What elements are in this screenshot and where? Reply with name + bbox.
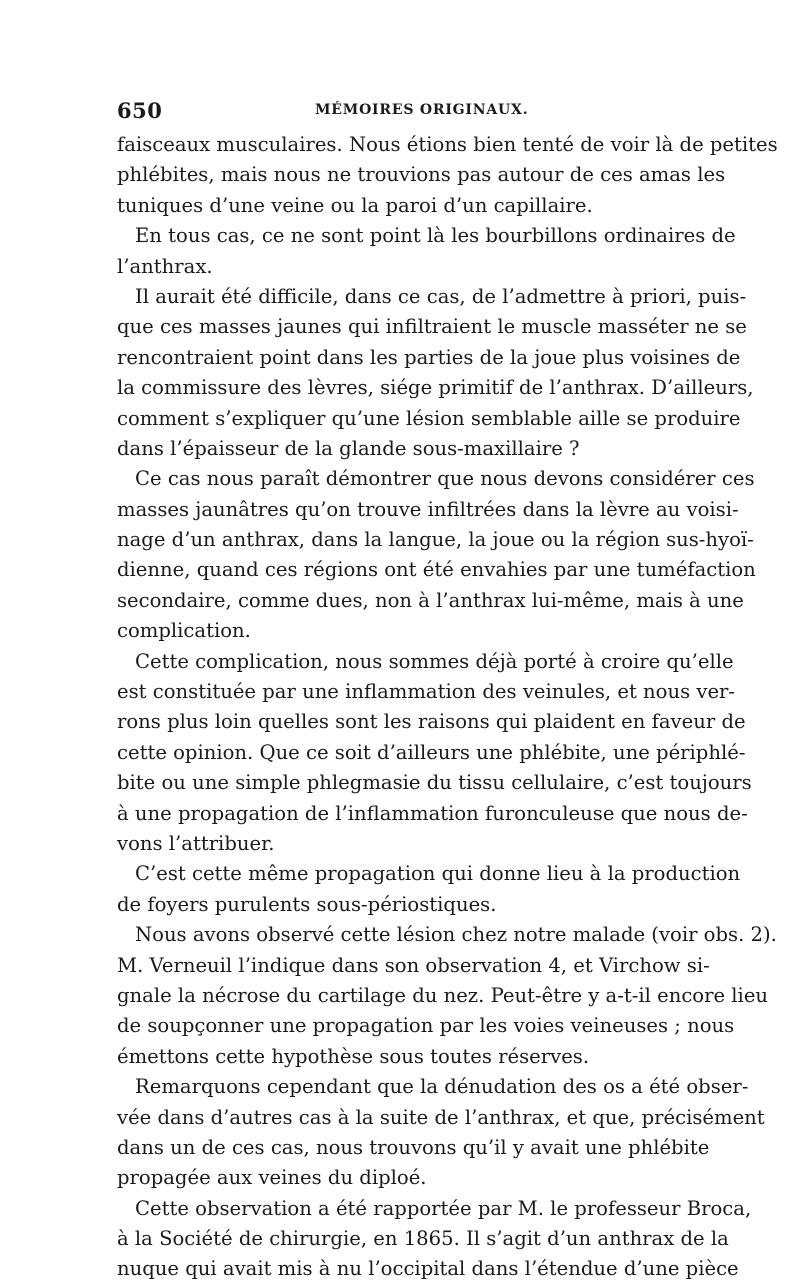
- text-line: de foyers purulents sous-périostiques.: [117, 892, 497, 916]
- text-line: Ce cas nous paraît démontrer que nous devons considérer ces: [135, 467, 755, 491]
- text-line: l’anthrax.: [117, 254, 213, 278]
- text-line: faisceaux musculaires. Nous étions bien tenté de voir là de petites: [117, 133, 778, 156]
- text-line: vons l’attribuer.: [117, 831, 275, 855]
- text-line: Remarquons cependant que la dénudation des os a été obser-: [135, 1075, 749, 1099]
- text-line: dans un de ces cas, nous trouvons qu’il y avait une phlébite: [117, 1135, 710, 1159]
- text-line: émettons cette hypothèse sous toutes réserves.: [117, 1044, 590, 1068]
- text-line: que ces masses jaunes qui infiltraient le muscle masséter ne se: [117, 315, 747, 339]
- text-line: masses jaunâtres qu’on trouve infiltrées dans la lèvre au voisi-: [117, 497, 739, 521]
- text-line: Cette complication, nous sommes déjà porté à croire qu’elle: [135, 649, 734, 673]
- text-line: secondaire, comme dues, non à l’anthrax lui-même, mais à une: [117, 588, 744, 612]
- text-line: de soupçonner une propagation par les voies veineuses ; nous: [117, 1014, 735, 1038]
- text-line: rencontraient point dans les parties de la joue plus voisines de: [117, 345, 741, 369]
- page-header: [117, 98, 687, 124]
- text-line: est constituée par une inflammation des veinules, et nous ver-: [117, 680, 736, 704]
- text-line: vée dans d’autres cas à la suite de l’anthrax, et que, précisément: [117, 1105, 765, 1129]
- text-line: nage d’un anthrax, dans la langue, la joue ou la région sus-hyoï-: [117, 528, 754, 552]
- text-line: rons plus loin quelles sont les raisons qui plaident en faveur de: [117, 710, 746, 734]
- text-line: Cette observation a été rapportée par M. le professeur Broca,: [135, 1196, 752, 1220]
- page-number: 650: [117, 98, 163, 123]
- text-line: nuque qui avait mis à nu l’occipital dans l’étendue d’une pièce: [117, 1257, 739, 1281]
- text-line: cette opinion. Que ce soit d’ailleurs une phlébite, une périphlé-: [117, 740, 746, 764]
- text-line: à la Société de chirurgie, en 1865. Il s’agit d’un anthrax de la: [117, 1227, 729, 1251]
- text-line: C’est cette même propagation qui donne lieu à la production: [135, 862, 741, 886]
- text-line: tuniques d’une veine ou la paroi d’un capillaire.: [117, 193, 593, 217]
- text-line: comment s’expliquer qu’une lésion semblable aille se produire: [117, 406, 741, 430]
- text-line: dans l’épaisseur de la glande sous-maxillaire ?: [117, 436, 580, 460]
- text-line: bite ou une simple phlegmasie du tissu cellulaire, c’est toujours: [117, 771, 752, 795]
- text-line: gnale la nécrose du cartilage du nez. Peut-être y a-t-il encore lieu: [117, 983, 769, 1007]
- text-line: Nous avons observé cette lésion chez notre malade (voir obs. 2).: [135, 923, 777, 947]
- text-line: complication.: [117, 619, 251, 643]
- text-line: En tous cas, ce ne sont point là les bourbillons ordinaires de: [135, 224, 736, 248]
- text-line: dienne, quand ces régions ont été envahies par une tuméfaction: [117, 558, 756, 582]
- text-line: la commissure des lèvres, siége primitif de l’anthrax. D’ailleurs,: [117, 376, 754, 400]
- body-text: [117, 130, 778, 1285]
- text-line: à une propagation de l’inflammation furonculeuse que nous de-: [117, 801, 748, 825]
- text-line: M. Verneuil l’indique dans son observation 4, et Virchow si-: [117, 953, 710, 977]
- text-line: propagée aux veines du diploé.: [117, 1166, 427, 1190]
- text-line: phlébites, mais nous ne trouvions pas autour de ces amas les: [117, 163, 726, 187]
- running-title: MÉMOIRES ORIGINAUX.: [315, 102, 529, 118]
- text-line: Il aurait été difficile, dans ce cas, de l’admettre à priori, puis-: [135, 284, 747, 308]
